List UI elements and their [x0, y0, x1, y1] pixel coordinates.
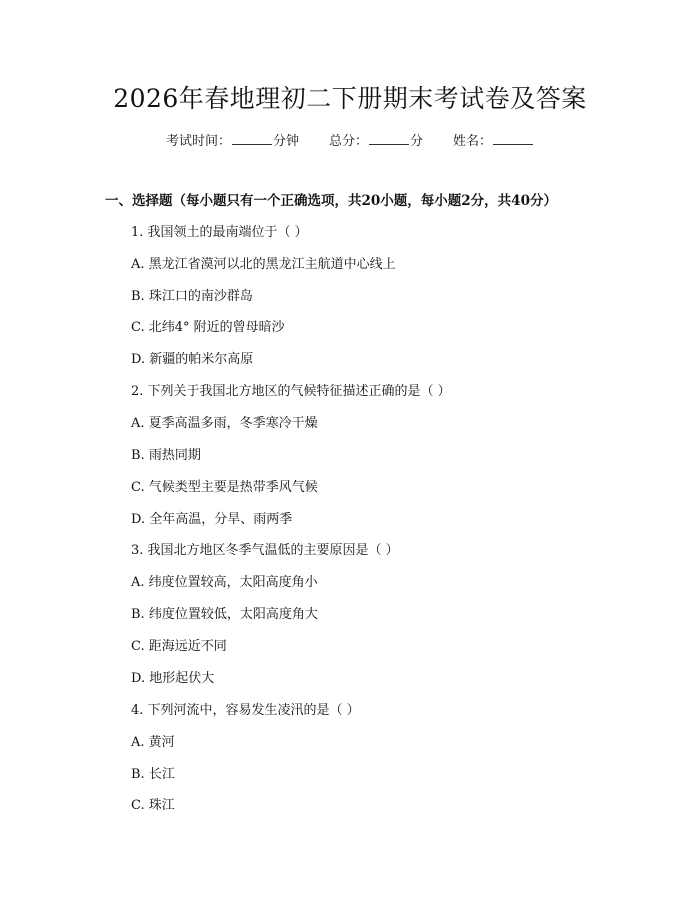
exam-info-line [0, 131, 700, 152]
q2-option-b: B. 雨热同期 [131, 448, 201, 463]
q4-option-b: B. 长江 [131, 767, 175, 782]
question-3: 3. 我国北方地区冬季气温低的主要原因是（ ） [131, 543, 399, 558]
question-4: 4. 下列河流中，容易发生凌汛的是（ ） [131, 703, 360, 718]
q1-option-c: C. 北纬4° 附近的曾母暗沙 [131, 320, 285, 335]
name-blank [493, 131, 533, 145]
q4-option-c: C. 珠江 [131, 798, 175, 813]
name-label: 姓名： [453, 134, 493, 149]
q3-option-a: A. 纬度位置较高，太阳高度角小 [131, 575, 318, 590]
score-blank [369, 131, 409, 145]
score-unit: 分 [410, 134, 424, 149]
time-blank [232, 131, 272, 145]
q1-option-a: A. 黑龙江省漠河以北的黑龙江主航道中心线上 [131, 257, 396, 272]
section-title: 一、选择题（每小题只有一个正确选项，共20小题，每小题2分，共40分） [105, 193, 557, 209]
time-unit: 分钟 [272, 134, 299, 149]
score-label: 总分： [328, 134, 368, 149]
question-1: 1. 我国领土的最南端位于（ ） [131, 225, 308, 240]
question-2: 2. 下列关于我国北方地区的气候特征描述正确的是（ ） [131, 384, 451, 399]
q3-option-d: D. 地形起伏大 [131, 671, 215, 686]
q2-option-a: A. 夏季高温多雨，冬季寒冷干燥 [131, 416, 318, 431]
q1-option-d: D. 新疆的帕米尔高原 [131, 352, 254, 367]
q3-option-b: B. 纬度位置较低，太阳高度角大 [131, 607, 318, 622]
q3-option-c: C. 距海远近不同 [131, 639, 227, 654]
q4-option-a: A. 黄河 [131, 735, 175, 750]
q2-option-c: C. 气候类型主要是热带季风气候 [131, 480, 318, 495]
q1-option-b: B. 珠江口的南沙群岛 [131, 289, 253, 304]
time-label: 考试时间： [165, 134, 231, 149]
q2-option-d: D. 全年高温，分旱、雨两季 [131, 512, 293, 527]
page-title: 2026年春地理初二下册期末考试卷及答案 [113, 84, 587, 113]
